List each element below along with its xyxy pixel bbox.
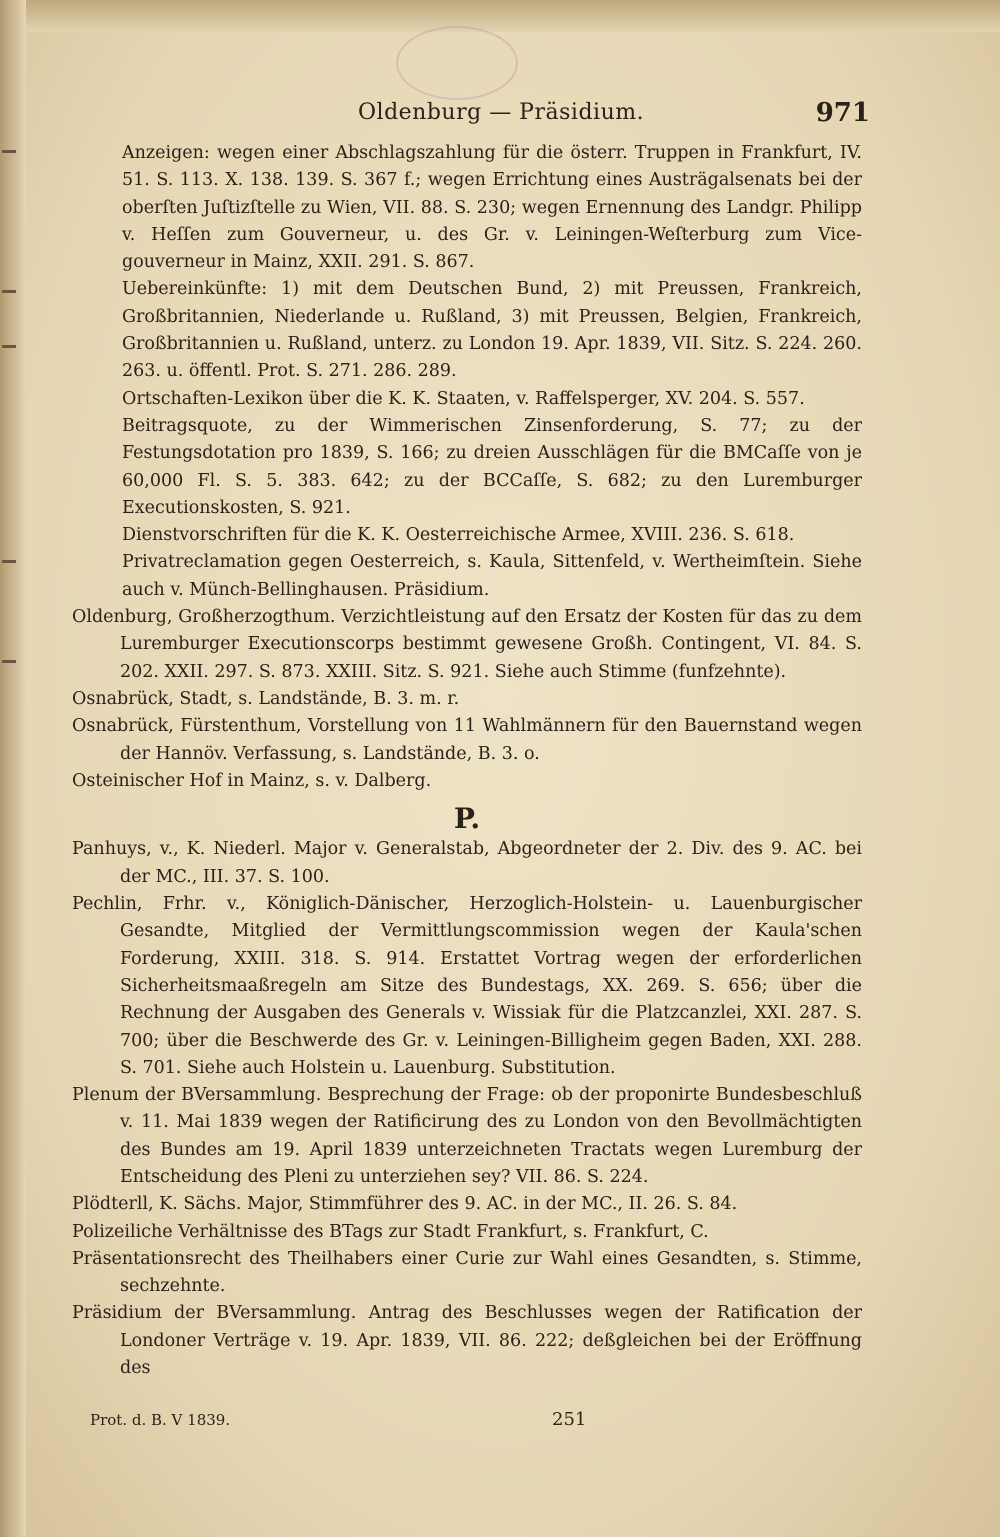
binding-margin: [0, 0, 26, 1537]
index-entry-main: Pechlin, Frhr. v., Königlich-Dänischer, Herzoglich-Holstein- u. Lauenburgischer Gesandte, Mitglied der Vermittlungscommission wegen der Kaula'schen Forderung, XXIII. 318. S. 914. Erstattet Vortrag wegen der erforderlichen Sicherheitsmaaßregeln am Sitze des Bundestags, XX. 269. S. 656; über die Rechnung der Ausgaben des Generals v. Wissiak für die Platzcanzlei, XXI. 287. S. 700; über die Beschwerde des Gr. v. Leiningen-Billigheim gegen Baden, XXI. 288. S. 701. Siehe auch Holstein u. Lauenburg. Substitution.: [72, 894, 862, 1078]
header-title: Oldenburg — Präsidium.: [358, 100, 645, 125]
index-entry-main: Panhuys, v., K. Niederl. Major v. Generalstab, Abgeordneter der 2. Div. des 9. AC. bei der MC., III. 37. S. 100.: [72, 839, 862, 887]
margin-mark: [2, 290, 16, 293]
index-entry-main: Osnabrück, Stadt, s. Landstände, B. 3. m. r.: [72, 688, 460, 709]
margin-mark: [2, 150, 16, 153]
margin-mark: [2, 560, 16, 563]
index-entry: Dienstvorschriften für die K. K. Oesterreichische Armee, XVIII. 236. S. 618.: [122, 525, 795, 546]
index-entry: Anzeigen: wegen einer Abschlagszahlung für die österr. Truppen in Frankfurt, IV. 51. S. 113. X. 138. 139. S. 367 f.; wegen Errichtung eines Austrägalsenats bei der oberſten Juſtizſtelle zu Wien, VII. 88. S. 230; wegen Ernennung des Landgr. Philipp v. Heſſen zum Gouverneur, u. des Gr. v. Leiningen-Weſterburg zum Vice-gouverneur in Mainz, XXII. 291. S. 867.: [122, 143, 862, 273]
index-entry: Privatreclamation gegen Oesterreich, s. Kaula, Sittenfeld, v. Wertheimſtein. Siehe auch v. Münch-Bellinghausen. Präsidium.: [122, 552, 862, 600]
index-entry-main: Plödterll, K. Sächs. Major, Stimmführer des 9. AC. in der MC., II. 26. S. 84.: [72, 1194, 738, 1215]
library-stamp: [396, 26, 518, 100]
index-entry-main: Oldenburg, Großherzogthum. Verzichtleistung auf den Ersatz der Kosten für das zu dem Luremburger Executionscorps bestimmt gewesene Großh. Contingent, VI. 84. S. 202. XXII. 297. S. 873. XXIII. Sitz. S. 921. Siehe auch Stimme (funfzehnte).: [72, 607, 862, 682]
footer-signature: Prot. d. B. V 1839.: [90, 1411, 231, 1429]
footer-sheet-number: 251: [552, 1409, 587, 1430]
index-entry-main: Osteinischer Hof in Mainz, s. v. Dalberg.: [72, 770, 432, 791]
index-entry: Ortschaften-Lexikon über die K. K. Staaten, v. Raffelsperger, XV. 204. S. 557.: [122, 388, 805, 409]
running-header: [330, 100, 870, 134]
margin-mark: [2, 660, 16, 663]
page-number: 971: [815, 98, 870, 128]
index-entry: Beitragsquote, zu der Wimmerischen Zinsenforderung, S. 77; zu der Festungsdotation pro 1839, S. 166; zu dreien Ausschlägen für die BMCaſſe von je 60,000 Fl. S. 5. 383. 642; zu der BCCaſſe, S. 682; zu den Luremburger Executionskosten, S. 921.: [122, 415, 862, 518]
index-entry-main: Plenum der BVersammlung. Besprechung der Frage: ob der proponirte Bundesbeschluß v. 11. Mai 1839 wegen der Ratificirung des zu London von den Bevollmächtigten des Bundes am 19. April 1839 unterzeichneten Tractats wegen Luremburg der Entscheidung des Pleni zu unterziehen sey? VII. 86. S. 224.: [72, 1085, 862, 1187]
index-entry-main: Präsentationsrecht des Theilhabers einer Curie zur Wahl eines Gesandten, s. Stimme, sechzehnte.: [72, 1248, 862, 1297]
index-entry-main: Polizeiliche Verhältnisse des BTags zur Stadt Frankfurt, s. Frankfurt, C.: [72, 1221, 709, 1242]
section-letter: P.: [453, 802, 481, 836]
margin-mark: [2, 345, 16, 348]
index-entry-main: Osnabrück, Fürstenthum, Vorstellung von 11 Wahlmännern für den Bauernstand wegen der Hannöv. Verfassung, s. Landstände, B. 3. o.: [72, 716, 862, 764]
index-body: [72, 140, 862, 1382]
index-entry-main: Präsidium der BVersammlung. Antrag des Beschlusses wegen der Ratification der Londoner Verträge v. 19. Apr. 1839, VII. 86. 222; deßgleichen bei der Eröffnung des: [72, 1303, 862, 1379]
index-entry: Uebereinkünfte: 1) mit dem Deutschen Bund, 2) mit Preussen, Frankreich, Großbritannien, Niederlande u. Rußland, 3) mit Preussen, Belgien, Frankreich, Großbritannien u. Rußland, unterz. zu London 19. Apr. 1839, VII. Sitz. S. 224. 260. 263. u. öffentl. Prot. S. 271. 286. 289.: [122, 279, 862, 382]
page-footer: [90, 1409, 610, 1435]
page-top-edge: [0, 0, 1000, 32]
